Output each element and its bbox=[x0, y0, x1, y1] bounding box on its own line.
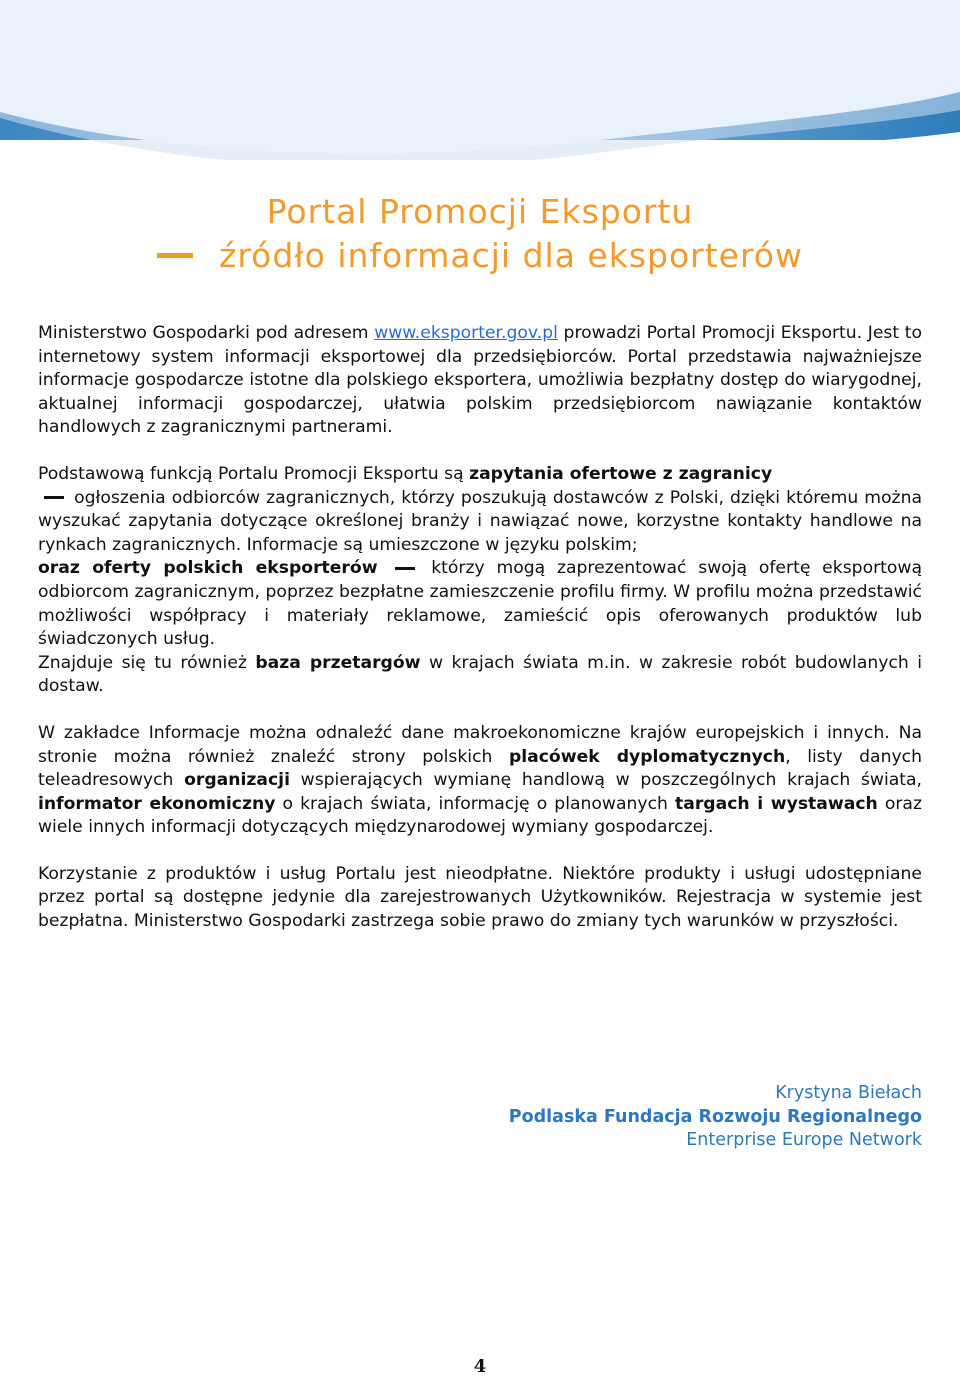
p3-text-d: o krajach świata, informację o planowanych bbox=[275, 793, 676, 814]
banner-graphic bbox=[0, 0, 960, 160]
page-number: 4 bbox=[473, 1356, 487, 1377]
header-banner bbox=[0, 0, 960, 160]
p2-text-c: którzy mogą zaprezentować swoją ofertę eksportową odbiorcom zagranicznym, poprzez bezpłatne zamieszczenie profilu firmy. W profilu można przedstawić możliwości współpracy i materiały reklamowe, zamieścić opis oferowanych produktów lub świadczonych usług. bbox=[38, 558, 922, 650]
signature-network: Enterprise Europe Network bbox=[686, 1130, 922, 1150]
p3-text-a: W zakładce Informacje można odnaleźć dane makroekonomiczne krajów europejskich i innych. Na stronie można również znaleźć strony polskich bbox=[38, 722, 922, 767]
title-dash bbox=[157, 253, 193, 258]
p2-dash-2 bbox=[395, 567, 415, 570]
title-line-2-text: źródło informacji dla eksporterów bbox=[219, 236, 803, 275]
eksporter-link[interactable]: www.eksporter.gov.pl bbox=[374, 323, 558, 343]
p2-bold-zapytania: zapytania ofertowe z zagranicy bbox=[469, 463, 773, 484]
p2-dash-1 bbox=[44, 496, 64, 499]
p2-text-d: Znajduje się tu również bbox=[38, 652, 256, 673]
p2-text-b: ogłoszenia odbiorców zagranicznych, którzy poszukują dostawców z Polski, dzięki któremu można wyszukać zapytania dotyczące określonej branży i nawiązać nowe, korzystne kontakty handlowe na rynkach zagranicznych. Informacje są umieszczone w języku polskim; bbox=[38, 487, 922, 555]
p3-bold-targi: targach i wystawach bbox=[675, 793, 878, 814]
paragraph-intro bbox=[38, 322, 922, 440]
p3-text-b: , listy danych teleadresowych bbox=[38, 746, 922, 791]
title-line-1: Portal Promocji Eksportu bbox=[266, 192, 694, 231]
p3-text-c: wspierających wymianę handlową w poszczególnych krajach świata, bbox=[289, 770, 922, 791]
p3-bold-organizacji: organizacji bbox=[184, 770, 290, 791]
p1-text-a: Ministerstwo Gospodarki pod adresem bbox=[38, 323, 375, 343]
p2-text-a: Podstawową funkcją Portalu Promocji Eksportu są bbox=[38, 463, 470, 484]
signature-organization: Podlaska Fundacja Rozwoju Regionalnego bbox=[508, 1106, 922, 1127]
signature-block bbox=[509, 1082, 922, 1153]
p2-bold-oferty: oraz oferty polskich eksporterów bbox=[38, 558, 378, 579]
title-line-2 bbox=[0, 236, 960, 275]
article-body bbox=[38, 322, 922, 934]
p3-bold-placowki: placówek dyplomatycznych bbox=[508, 746, 786, 767]
p2-text-e: w krajach świata m.in. w zakresie robót budowlanych i dostaw. bbox=[38, 652, 922, 697]
p3-text-e: oraz wiele innych informacji dotyczących międzynarodowej wymiany gospodarczej. bbox=[38, 793, 922, 838]
p3-bold-informator: informator ekonomiczny bbox=[38, 793, 276, 814]
signature-name: Krystyna Biełach bbox=[775, 1083, 922, 1103]
paragraph-functions bbox=[38, 463, 922, 699]
p2-bold-przetargi: baza przetargów bbox=[255, 652, 421, 673]
p1-text-b: prowadzi Portal Promocji Eksportu. Jest to internetowy system informacji eksportowej dla przedsiębiorców. Portal przedstawia najważniejsze informacje gospodarcze istotne dla polskiego eksportera, umożliwia bezpłatny dostęp do wiarygodnej, aktualnej informacji gospodarczej, ułatwia polskim przedsiębiorcom nawiązanie kontaktów handlowych z zagranicznymi partnerami. bbox=[38, 323, 922, 438]
paragraph-terms: Korzystanie z produktów i usług Portalu jest nieodpłatne. Niektóre produkty i usługi udostępniane przez portal są dostępne jedynie dla zarejestrowanych Użytkowników. Rejestracja w systemie jest bezpłatna. Ministerstwo Gospodarki zastrzega sobie prawo do zmiany tych warunków w przyszłości. bbox=[38, 863, 922, 932]
paragraph-info bbox=[38, 722, 922, 840]
